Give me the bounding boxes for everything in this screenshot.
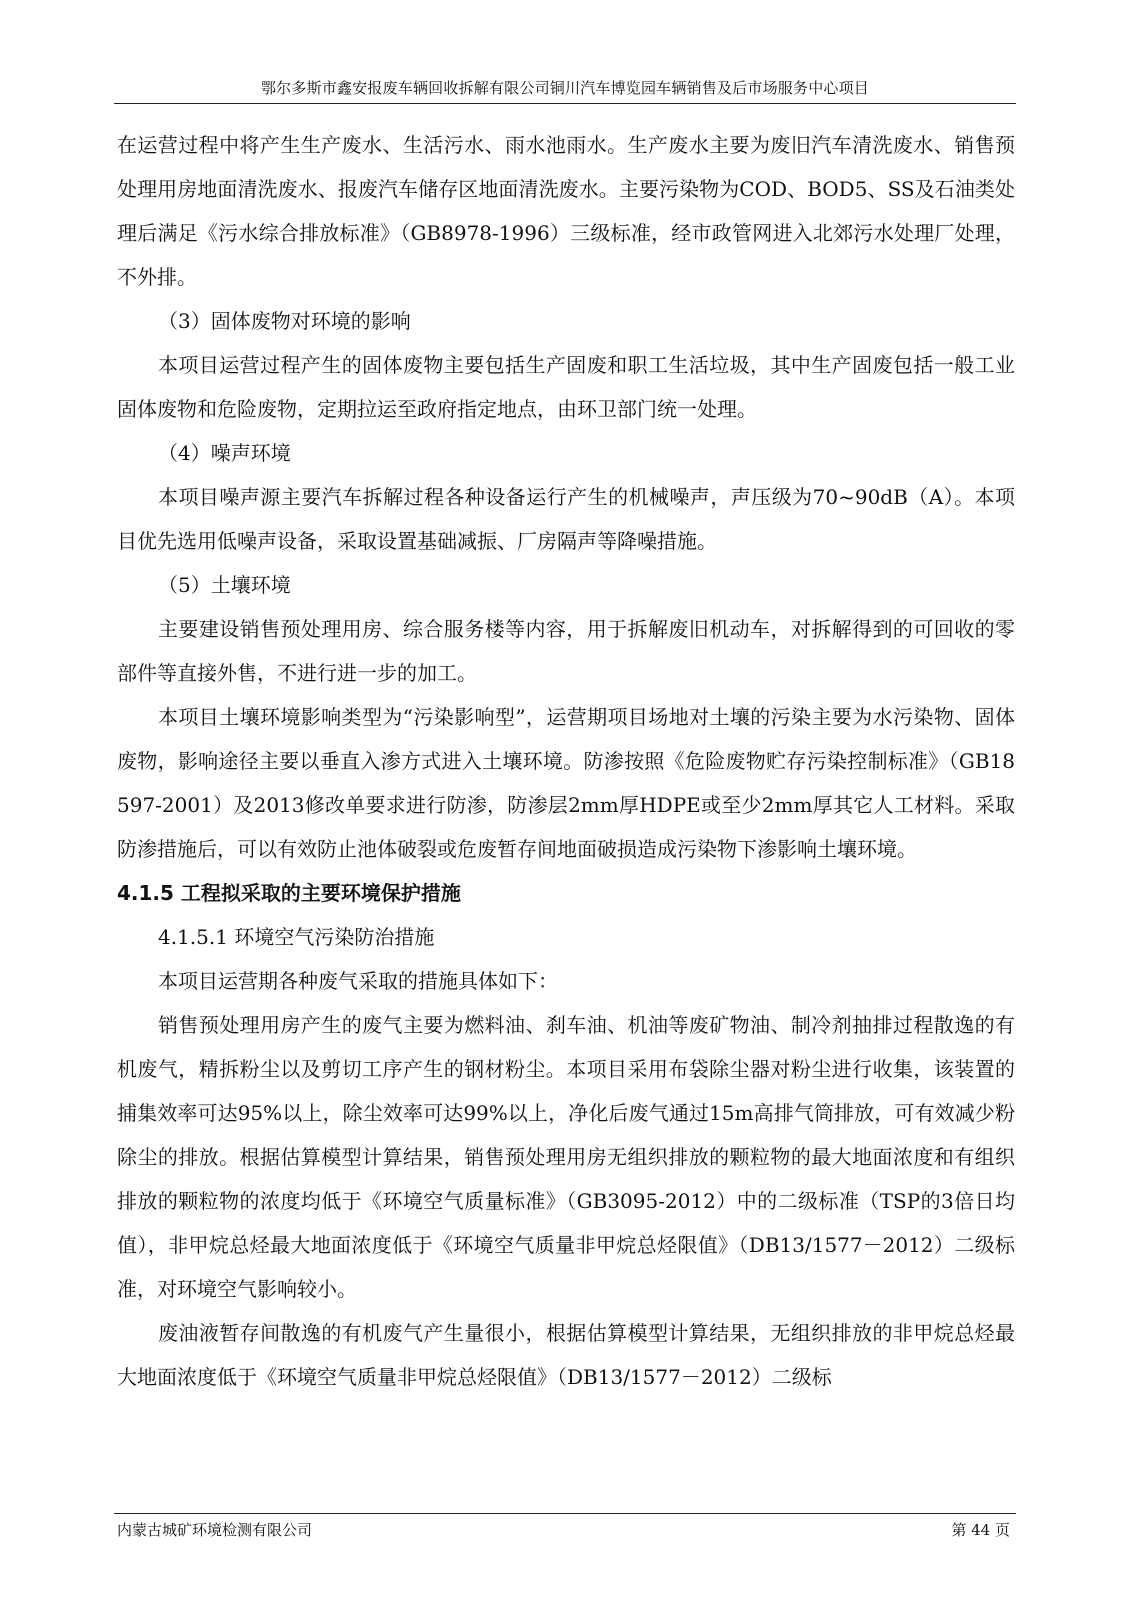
page-number: 第 44 页 bbox=[951, 1521, 1010, 1539]
paragraph-soil-construction: 主要建设销售预处理用房、综合服务楼等内容，用于拆解废旧机动车，对拆解得到的可回收的零部件等直接外售，不进行进一步的加工。 bbox=[117, 617, 1015, 685]
paragraph-air-pretreatment: 销售预处理用房产生的废气主要为燃料油、刹车油、机油等废矿物油、制冷剂抽排过程散逸的有机废气，精拆粉尘以及剪切工序产生的钢材粉尘。本项目采用布袋除尘器对粉尘进行收集，该装置的捕集效率可达95%以上，除尘效率可达99%以上，净化后废气通过15m高排气筒排放，可有效减少粉除尘的排放。根据估算模型计算结果，销售预处理用房无组织排放的颗粒物的最大地面浓度和有组织排放的颗粒物的浓度均低于《环境空气质量标准》（GB3095-2012）中的二级标准（TSP的3倍日均值），非甲烷总烃最大地面浓度低于《环境空气质量非甲烷总烃限值》（DB13/1577－2012）二级标准，对环境空气影响较小。 bbox=[117, 1013, 1015, 1301]
subsection-heading-air-pollution: 4.1.5.1 环境空气污染防治措施 bbox=[158, 925, 435, 949]
footer-company: 内蒙古城矿环境检测有限公司 bbox=[117, 1521, 313, 1539]
paragraph-wastewater: 在运营过程中将产生生产废水、生活污水、雨水池雨水。生产废水主要为废旧汽车清洗废水、销售预处理用房地面清洗废水、报废汽车储存区地面清洗废水。主要污染物为COD、BOD5、SS及石油类处理后满足《污水综合排放标准》（GB8978-1996）三级标准，经市政管网进入北郊污水处理厂处理，不外排。 bbox=[117, 133, 1015, 289]
heading-noise: （4）噪声环境 bbox=[158, 441, 291, 465]
paragraph-soil-impact: 本项目土壤环境影响类型为“污染影响型”，运营期项目场地对土壤的污染主要为水污染物、固体废物，影响途径主要以垂直入渗方式进入土壤环境。防渗按照《危险废物贮存污染控制标准》（GB18597-2001）及2013修改单要求进行防渗，防渗层2mm厚HDPE或至少2mm厚其它人工材料。采取防渗措施后，可以有效防止池体破裂或危废暂存间地面破损造成污染物下渗影响土壤环境。 bbox=[117, 705, 1015, 861]
paragraph-air-intro: 本项目运营期各种废气采取的措施具体如下： bbox=[158, 969, 558, 993]
document-body bbox=[117, 123, 1015, 1399]
paragraph-solid-waste: 本项目运营过程产生的固体废物主要包括生产固废和职工生活垃圾，其中生产固废包括一般工业固体废物和危险废物，定期拉运至政府指定地点，由环卫部门统一处理。 bbox=[117, 353, 1015, 421]
page-header: 鄂尔多斯市鑫安报废车辆回收拆解有限公司铜川汽车博览园车辆销售及后市场服务中心项目 bbox=[260, 79, 869, 97]
heading-soil: （5）土壤环境 bbox=[158, 573, 291, 597]
header-divider bbox=[114, 103, 1016, 104]
section-heading-protection-measures: 4.1.5 工程拟采取的主要环境保护措施 bbox=[117, 881, 461, 905]
heading-solid-waste: （3）固体废物对环境的影响 bbox=[158, 309, 411, 333]
paragraph-noise: 本项目噪声源主要汽车拆解过程各种设备运行产生的机械噪声，声压级为70~90dB（A）。本项目优先选用低噪声设备，采取设置基础减振、厂房隔声等降噪措施。 bbox=[117, 485, 1015, 553]
paragraph-air-oil-storage: 废油液暂存间散逸的有机废气产生量很小，根据估算模型计算结果，无组织排放的非甲烷总烃最大地面浓度低于《环境空气质量非甲烷总烃限值》（DB13/1577－2012）二级标 bbox=[117, 1321, 1015, 1389]
footer-divider bbox=[114, 1513, 1016, 1514]
